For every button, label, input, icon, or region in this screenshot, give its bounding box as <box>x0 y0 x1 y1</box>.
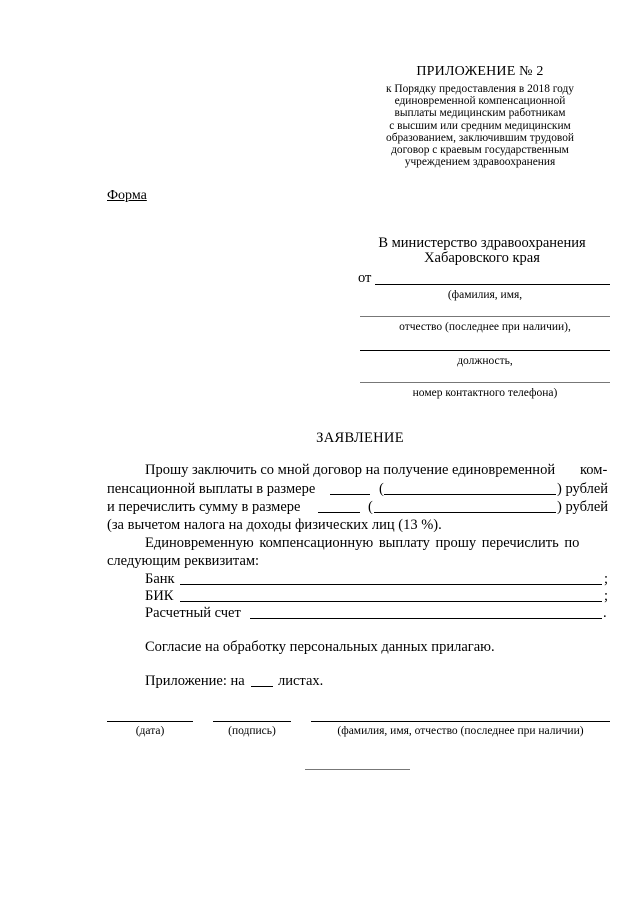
appendix-line: с высшим или средним медицинским <box>389 119 571 132</box>
appendix-line: договор с краевым государственным <box>391 144 569 157</box>
bank-label: Банк <box>145 571 175 587</box>
appendix-title: ПРИЛОЖЕНИЕ № 2 <box>416 64 544 79</box>
attachment-text: Приложение: на <box>145 673 245 689</box>
statement-text: следующим реквизитам: <box>107 553 260 569</box>
date-field[interactable] <box>107 721 193 722</box>
appendix-line: выплаты медицинским работникам <box>394 107 566 120</box>
amount-digits-field[interactable] <box>330 494 370 495</box>
applicant-patronymic-field[interactable] <box>360 316 610 317</box>
statement-text: пенсационной выплаты в размере <box>107 481 316 497</box>
semicolon: ; <box>604 571 609 587</box>
transfer-digits-field[interactable] <box>318 512 360 513</box>
fullname-field[interactable] <box>311 721 610 722</box>
form-label: Форма <box>107 188 147 203</box>
statement-title: ЗАЯВЛЕНИЕ <box>316 430 404 446</box>
appendix-line: к Порядку предоставления в 2018 году <box>386 83 574 95</box>
applicant-name-field[interactable] <box>375 284 610 285</box>
applicant-position-field[interactable] <box>360 350 610 351</box>
paren: ( <box>379 481 384 497</box>
caption-date: (дата) <box>135 725 165 737</box>
account-label: Расчетный счет <box>145 605 241 621</box>
rubles-label: ) рублей <box>557 481 609 497</box>
consent-text: Согласие на обработку персональных данных прилагаю. <box>145 639 495 655</box>
attachment-text: листах. <box>278 673 324 689</box>
amount-words-field[interactable] <box>384 494 556 495</box>
caption-signature: (подпись) <box>228 725 276 737</box>
addressee-line-2: Хабаровского края <box>424 250 540 266</box>
appendix-subtitle <box>360 83 600 168</box>
statement-text: Единовременную компенсационную выплату прошу перечислить по <box>145 535 580 551</box>
addressee-line-1: В министерство здравоохранения <box>378 235 586 251</box>
transfer-words-field[interactable] <box>374 512 556 513</box>
caption-patronymic: отчество (последнее при наличии), <box>399 321 571 333</box>
paren: ( <box>368 499 373 515</box>
end-separator <box>305 769 410 770</box>
caption-fullname: (фамилия, имя, отчество (последнее при наличии) <box>337 725 584 737</box>
account-field[interactable] <box>250 618 602 619</box>
signature-field[interactable] <box>213 721 291 722</box>
addressee-block <box>352 236 612 266</box>
caption-phone: номер контактного телефона) <box>412 387 558 399</box>
sheets-count-field[interactable] <box>251 686 273 687</box>
from-label: от <box>358 270 372 286</box>
caption-position: должность, <box>457 355 513 367</box>
period: . <box>603 605 607 621</box>
bank-field[interactable] <box>180 584 602 585</box>
appendix-header <box>360 64 600 168</box>
semicolon: ; <box>604 588 609 604</box>
statement-text: ком- <box>580 462 608 478</box>
rubles-label: ) рублей <box>557 499 609 515</box>
caption-name: (фамилия, имя, <box>447 289 523 301</box>
statement-text: (за вычетом налога на доходы физических лиц (13 %). <box>107 517 442 533</box>
appendix-line: единовременной компенсационной <box>394 95 566 108</box>
statement-text: Прошу заключить со мной договор на получение единовременной <box>145 462 556 478</box>
appendix-line: учреждением здравоохранения <box>404 156 556 169</box>
applicant-phone-field[interactable] <box>360 382 610 383</box>
bik-field[interactable] <box>180 601 602 602</box>
statement-text: и перечислить сумму в размере <box>107 499 301 515</box>
appendix-line: образованием, заключившим трудовой <box>386 131 574 144</box>
bik-label: БИК <box>145 588 174 604</box>
